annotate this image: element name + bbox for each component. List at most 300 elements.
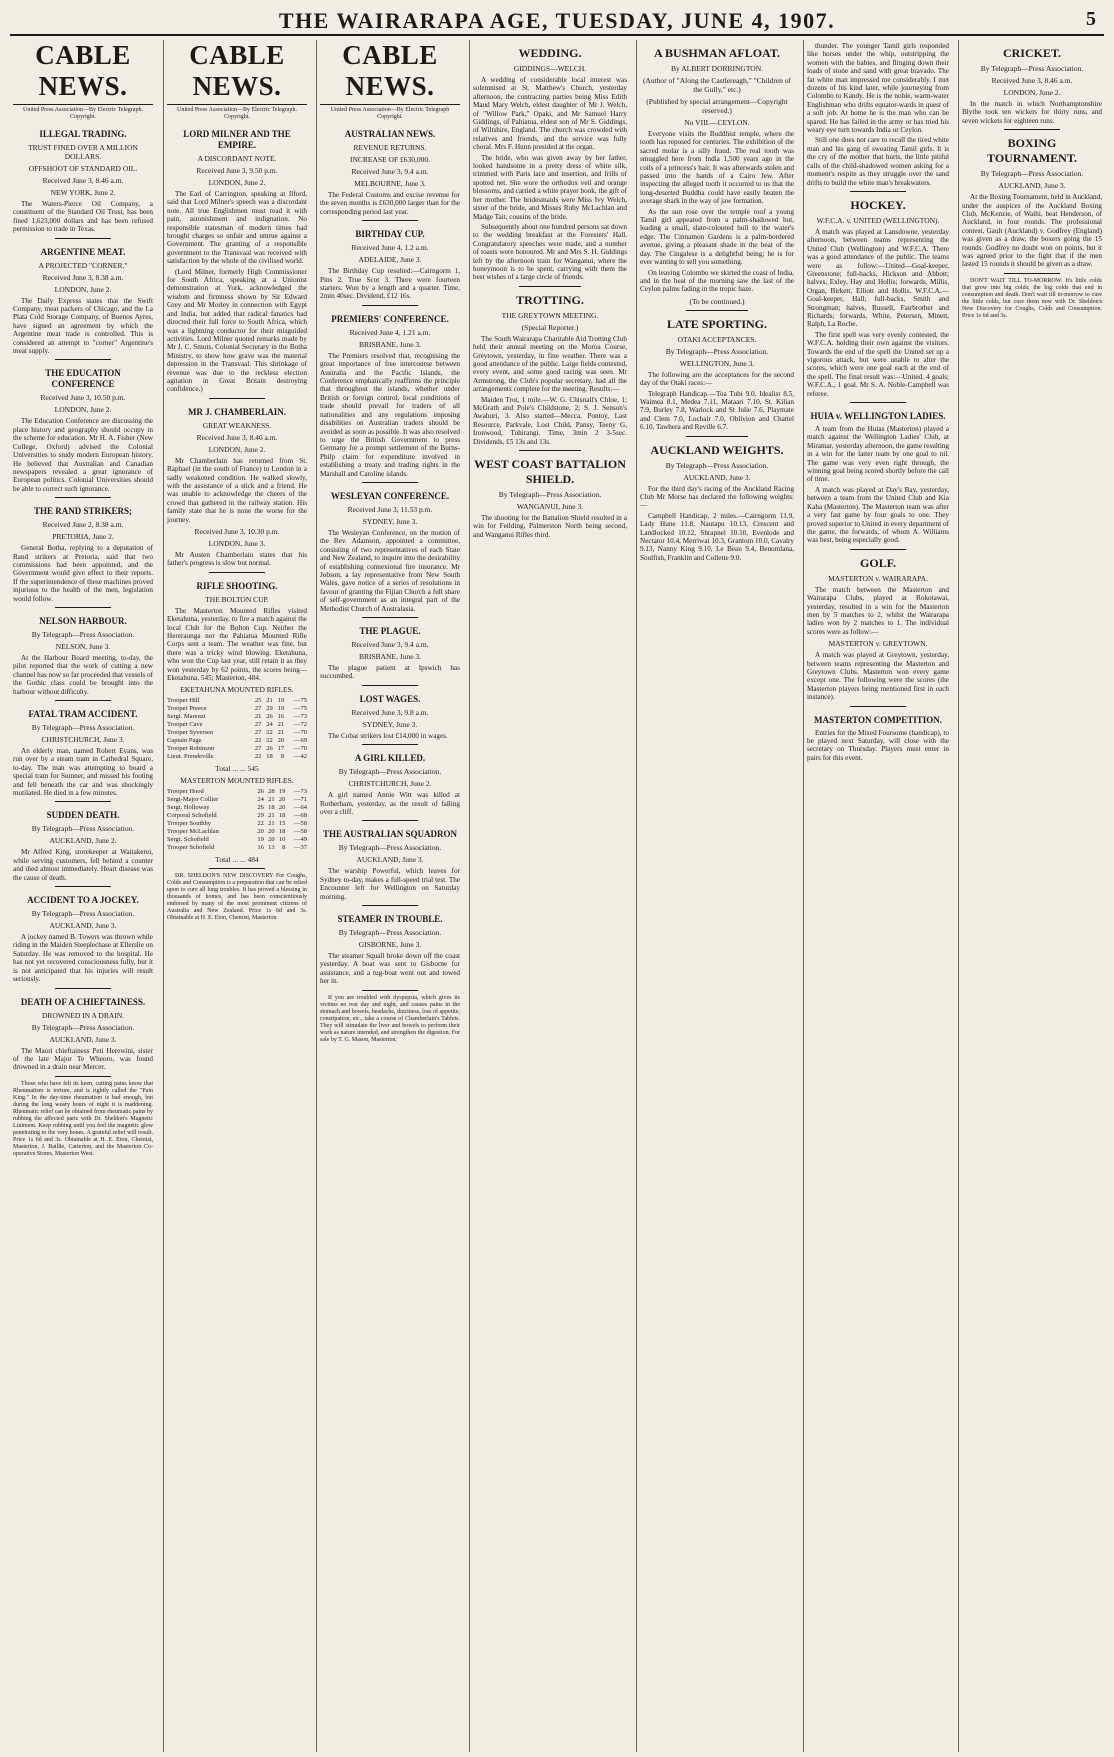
cable-news-banner: CABLE NEWS. xyxy=(13,40,153,105)
article-body: The shooting for the Battalion Shield resulted in a win for Feilding, Palmerston North being second, and Wanganui Rifles third. xyxy=(473,514,627,539)
article-subheading: OFFSHOOT OF STANDARD OIL. xyxy=(28,164,138,173)
shooter-score: 29 xyxy=(266,705,273,713)
dateline: LONDON, June 2. xyxy=(54,405,112,415)
shooter-score: 22 xyxy=(254,737,262,745)
article-heading: ARGENTINE MEAT. xyxy=(40,246,126,257)
shooter-name: Trooper Hood xyxy=(167,788,204,796)
dateline: MELBOURNE, June 3. xyxy=(354,179,426,188)
shooter-score: —70 xyxy=(294,729,307,737)
columns xyxy=(10,40,1104,1752)
divider xyxy=(686,436,748,437)
shooter-score: 13 xyxy=(268,844,275,852)
dateline: WELLINGTON, June 3. xyxy=(679,358,755,368)
column-5 xyxy=(636,40,797,1752)
article-body: Mr Chamberlain has returned from St. Raphael (in the south of France) to London in a sadly weakened condition. He walked slowly, with the assistance of a stick and a friend. He was unable to acknowledge the cheers of the crowd that gathered in the railway station. His family state that he is none the worse for the journey. xyxy=(167,456,307,524)
shooter-score: —58 xyxy=(294,820,307,828)
article-heading: CRICKET. xyxy=(1002,46,1062,60)
shooter-score: 20 xyxy=(268,828,275,836)
shooter-score: —64 xyxy=(294,804,307,812)
article-body: The following are the acceptances for the second day of the Otaki races:— xyxy=(640,370,794,388)
shooter-score: 10 xyxy=(278,836,286,844)
shooter-score: 19 xyxy=(257,836,264,844)
divider xyxy=(209,868,265,869)
score-row xyxy=(167,713,307,721)
article-subheading: THE GREYTOWN MEETING. xyxy=(501,310,599,320)
article-subheading: By Telegraph—Press Association. xyxy=(338,843,442,853)
shooter-score: 22 xyxy=(266,737,273,745)
article-body: At the Harbour Board meeting, to-day, the pilot reported that the work of cutting a new channel has now so far proceeded that vessels of the Gothic class could be brought into the harbour without difficulty. xyxy=(13,653,153,696)
divider xyxy=(686,310,748,311)
article-subheading: GIDDINGS—WELCH. xyxy=(513,64,587,73)
shooter-score: 29 xyxy=(257,812,264,820)
dateline: AUCKLAND, June 3. xyxy=(49,1034,117,1044)
article-body: thunder. The younger Tamil girls responded like horses under the whip, outstripping the women with the babies, and flinging down their loads of stone and sand with great bravado. The fat white man impressed me considerably. I met dozens of his kind later, while journeying from Colombo to Kandy. He is the noble, warm-water Englishman who drifts equator-wards in quest of a soft job. At home he is the man who can be spared. He has failed in the army or has tried his weary eye turn towards India or Ceylon. xyxy=(807,42,949,135)
article-subheading: (Author of "Along the Castlereagh," "Children of the Gully," etc.) xyxy=(642,76,792,94)
article-body: The bride, who was given away by her father, looked handsome in a pretty dress of white silk, trimmed with Paris lace and insertion, and frills of spotted net. She wore the orthodox veil and orange blossoms, and carried a white prayer book, the gift of her mother. The bridesmaids were Miss Ivy Welch, sister of the bride, and Misses Ruby McLachlan and Madge Tait, cousins of the bride. xyxy=(473,153,627,221)
shooter-name: Sergt. Schofield xyxy=(167,836,209,844)
article-subheading: A PROJECTED "CORNER." xyxy=(38,260,128,270)
article-body: The Cobar strikers lost £14,000 in wages. xyxy=(328,731,448,740)
article-subheading: By Telegraph—Press Association. xyxy=(31,629,135,639)
received-line: Received June 3, 8.46 a.m. xyxy=(42,176,124,185)
advertisement: Those who have felt its keen, cutting pains know that Rheumatism is torture, and is rightly called the "Pain King." In the day-time rheumatism is bad enough, but during the long weary hours of night it is maddening. Rheumatic relief can be obtained from rheumatic pains by rubbing the affected parts with Dr. Sheldon's Magnetic Liniment. Keep rubbing until you feel the magnetic glow penetrating to the very bones. A grateful relief will result. Price 1s 6d and 3s. Obtainable at H. E. Eton, Chemist, Masterton, J. Baillie, Carterton, and the Masterton Co-operative Stores, Masterton West. xyxy=(13,1080,153,1157)
article-subheading: W.F.C.A. v. UNITED (WELLINGTON). xyxy=(816,215,940,225)
score-row xyxy=(167,697,307,705)
continued-note: (To be continued.) xyxy=(689,296,745,306)
article-heading: A BUSHMAN AFLOAT. xyxy=(654,46,780,60)
divider xyxy=(850,191,907,192)
article-heading: A GIRL KILLED. xyxy=(354,753,426,764)
credit-line: United Press Association—By Electric Telegraph. Copyright. xyxy=(23,107,143,120)
score-row xyxy=(167,721,307,729)
shooter-name: Sergt. Marenzi xyxy=(167,713,206,721)
article-subheading: By Telegraph—Press Association. xyxy=(31,723,135,732)
dateline: AUCKLAND, June 3. xyxy=(683,472,751,482)
shooter-score: 27 xyxy=(254,729,262,737)
article-body: Everyone visits the Buddhist temple, where the tooth has reposed for centuries. The exhibition of the sacred molar is a silly fraud. The real tooth was smuggled here from India 1,500 years ago in the coils of a princess's hair. It was afterwards stolen and passed into the hands of a Cairo Jew. After inspecting the alleged tooth it occurred to us that the long-deserted Buddha could have easily beaten the average shark in the way of jaw formation. xyxy=(640,130,794,206)
article-subheading: By Telegraph—Press Association. xyxy=(980,169,1084,179)
column-3 xyxy=(316,40,463,1752)
article-subheading: By Telegraph—Press Association. xyxy=(498,490,602,500)
received-line: Received June 3, 9.8 a.m. xyxy=(351,707,429,717)
shooter-name: Trooper McLachlan xyxy=(167,828,219,836)
article-body: The first spell was very evenly contested, the W.F.C.A. holding their own against the visitors. Towards the end of the spell the United set up a vigorous attack, but were unable to alter the scores, which were one goal each at the end of the spell. The final result was:—United, 4 goals; W.F.C.A., 1 goal. Mr S. A. Noble-Campbell was referee. xyxy=(807,330,949,398)
masthead-title: THE WAIRARAPA AGE, TUESDAY, JUNE 4, 1907. xyxy=(278,8,836,33)
shooter-score: 19 xyxy=(277,705,285,713)
article-body: The Federal Customs and excise revenue for the seven months is £630,000 larger than for the corresponding period last year. xyxy=(320,191,460,216)
article-body: Subsequently about one hundred persons sat down to the wedding breakfast at the Foresters' Hall. Congratulatory speeches were made, and a number of toasts were honoured. Mr and Mrs S. H. Giddings left by the afternoon train for Wanganui, where the honeymoon is to be spent, carrying with them the best wishes of a large circle of friends. xyxy=(473,222,627,282)
article-body: A match was played at Lansdowne, yesterday afternoon, between teams representing the United Club (Wellington) and W.F.C.A. There was a good attendance of the public. The teams were as follow:—United—Goal-keeper, Greenstone; full-backs, Hickson and Abbott; halves, Exley, Hay and Hollis; forwards, Millis, Organ, Birkett, Elliott and Hollis. W.F.C.A.—Goal-keeper, Hall; full-backs, Smith and Strongman; halves, Russell, Fairbrother and Richards; forwards, White, Petersen, Minett, Ralph, La Roche. xyxy=(807,227,949,329)
article-heading: THE PLAGUE. xyxy=(359,626,421,636)
received-line: Received June 4, 1.2 a.m. xyxy=(351,243,429,253)
article-body: General Botha, replying to a deputation of Rand strikers at Pretoria, said that two commissions had been appointed, and the Government would give effect to their reports. If the superintendence of these machines proved injurious to the health of the men, legislation would follow. xyxy=(13,544,153,603)
dateline: ADELAIDE, June 3. xyxy=(358,255,422,265)
dateline: AUCKLAND, June 2. xyxy=(49,836,117,846)
article-subheading: A DISCORDANT NOTE. xyxy=(197,154,277,163)
dateline: PRETORIA, June 2. xyxy=(52,532,114,542)
score-row xyxy=(167,820,307,828)
received-line: Received June 3, 10.50 p.m. xyxy=(40,393,126,403)
score-row xyxy=(167,737,307,745)
divider xyxy=(209,572,265,573)
shooter-score: 26 xyxy=(266,713,273,721)
divider xyxy=(55,1076,111,1077)
divider xyxy=(362,305,418,306)
article-heading: GOLF. xyxy=(860,555,896,570)
shooter-score: 22 xyxy=(257,820,264,828)
article-heading: RIFLE SHOOTING. xyxy=(196,580,278,591)
shooter-score: —75 xyxy=(294,697,307,705)
shooter-score: 21 xyxy=(268,820,275,828)
shooter-score: 21 xyxy=(268,796,275,804)
shooter-name: Trooper Syversen xyxy=(167,729,214,737)
dateline: WANGANUI, June 3. xyxy=(516,502,584,512)
score-table-title: EKETAHUNA MOUNTED RIFLES. xyxy=(180,685,294,695)
article-heading: SUDDEN DEATH. xyxy=(46,810,120,821)
article-body: Mr Alfred King, storekeeper at Waitakerei, while serving customers, fell behind a counter and died almost immediately. Heart disease was the cause of death. xyxy=(13,848,153,882)
shooter-score: —72 xyxy=(294,721,307,729)
dateline: LONDON, June 2. xyxy=(208,444,266,454)
dateline: BRISBANE, June 3. xyxy=(358,652,422,661)
shooter-score: 27 xyxy=(254,745,262,753)
article-body: The Earl of Carrington, speaking at Ilford, said that Lord Milner's speech was a discordant note. All true Englishmen must read it with pain, astonishment and indignation. No responsible statesman of modern times had brought charges so unfair and untrue against a Government. The granting of a responsible government to the Transvaal was received with satisfaction by the whole of the civilised world. xyxy=(167,190,307,266)
article-body: Mr Austen Chamberlain states that his father's progress is slow but normal. xyxy=(167,551,307,568)
shooter-name: Trooper Southby xyxy=(167,820,212,828)
divider xyxy=(1004,273,1060,274)
shooter-score: 25 xyxy=(254,697,262,705)
advertisement: DR. SHELDON'S NEW DISCOVERY For Coughs, Colds and Consumption is a preparation that can be relied upon to cure all lung troubles. It has proved a blessing in thousands of homes, and has been conscientiously endorsed by many of the most prominent citizens of Australia and New Zealand. Price 1s 6d and 3s. Obtainable at H. E. Eton, Chemist, Masterton. xyxy=(167,873,307,922)
article-body: Telegraph Handicap.—Toa Tubi 9.0, Idealist 8.5, Waimea 8.1, Medea 7.11, Mataari 7.10, St. Kilian 7.9, Burley 7.8, Warlock and St Julie 7.6, Playmate and Clem 7.0, Lochair 7.0, Oblivion and Chattel 6.10, Tawhera and Reville 6.7. xyxy=(640,389,794,432)
article-body: The Maori chieftainess Peti Herewini, sister of the late Major Te Wheoro, was found drowned in a drain near Mercer. xyxy=(13,1046,153,1072)
article-body: A girl named Annie Witt was killed at Rotherham, yesterday, as the result of falling over a cliff. xyxy=(320,791,460,817)
dateline: SYDNEY, June 3. xyxy=(362,516,418,526)
shooter-name: Corporal Schofield xyxy=(167,812,217,820)
shooter-score: 15 xyxy=(278,820,286,828)
article-heading: THE AUSTRALIAN SQUADRON xyxy=(322,829,458,840)
article-heading: ACCIDENT TO A JOCKEY. xyxy=(27,895,139,906)
shooter-score: 20 xyxy=(278,796,286,804)
shooter-name: Lieut. Prendeville xyxy=(167,753,214,761)
shooter-score: —58 xyxy=(294,828,307,836)
article-body: The match between the Masterton and Wairarapa Clubs, played at Rokotawai, yesterday, resulted in a win for the Masterton men by 5 matches to 2, whilst the Wairarapa ladies won by 2 matches to 1. The individual scores were as follow:— xyxy=(807,585,949,636)
dateline: AUCKLAND, June 3. xyxy=(49,921,117,931)
score-table-title: MASTERTON MOUNTED RIFLES. xyxy=(180,776,294,786)
divider xyxy=(362,220,418,221)
article-body: The plague patient at Ipswich has succumbed. xyxy=(320,664,460,681)
shooter-score: —49 xyxy=(294,836,307,844)
shooter-score: 22 xyxy=(266,729,273,737)
credit-line: United Press Association—By Electric Telegraph Copyright. xyxy=(330,107,450,120)
article-heading: HUIA v. WELLINGTON LADIES. xyxy=(810,411,946,422)
shooter-score: —42 xyxy=(294,753,307,761)
article-subheading: No VIII.—CEYLON. xyxy=(684,118,750,127)
divider xyxy=(519,286,581,287)
shooter-score: 16 xyxy=(277,713,285,721)
article-body: Entries for the Mixed Foursome (handicap), to be played next Saturday, will close with the secretary on Thursday. Players must enter in pairs for this event. xyxy=(807,728,949,762)
credit-line: United Press Association—By Electric Telegraph. Copyright. xyxy=(177,107,297,120)
divider xyxy=(362,744,418,745)
article-subheading: By Telegraph—Press Association. xyxy=(31,1022,135,1032)
shooter-score: 26 xyxy=(266,745,273,753)
dateline: LONDON, June 2. xyxy=(208,178,266,187)
divider xyxy=(55,988,111,989)
divider xyxy=(55,497,111,498)
shooter-score: —73 xyxy=(294,788,307,796)
article-subheading: By Telegraph—Press Association. xyxy=(665,460,769,470)
shooter-score: 28 xyxy=(268,788,275,796)
shooter-score: 21 xyxy=(277,729,285,737)
article-subheading: By Telegraph—Press Association. xyxy=(338,767,442,777)
shooter-score: 24 xyxy=(266,721,273,729)
received-line: Received June 2, 8.38 a.m. xyxy=(42,520,124,530)
article-body: A match was played at Day's Bay, yesterday, between a team from the United Club and Kia Kaha (Masterton). The Masterton team was after a very fast game by four goals to one. They proved superior to United in every department of the game, the forwards, of whom A. Williams was best, being especially good. xyxy=(807,485,949,545)
shooter-name: Trooper Hill xyxy=(167,697,200,705)
article-body: On leaving Colombo we skirted the coast of India, and in the heat of the morning saw the last of the Ceylon palms fading in the tropic haze. xyxy=(640,268,794,294)
shooter-score: 18 xyxy=(266,753,273,761)
shooter-score: 19 xyxy=(278,788,286,796)
article-heading: ILLEGAL TRADING. xyxy=(39,129,127,139)
article-body: Still one does not care to recall the tired white man and his gang of sweating Tamil girls. It is the cry of the mother that hurts, the little pitiful calls of the child-shadowed women asking for a moment's respite as they struggle over the sand drifts to build the white man's breakwaters. xyxy=(807,136,949,187)
divider xyxy=(209,398,265,399)
article-body: At the Boxing Tournament, held in Auckland, under the auspices of the Auckland Boxing Club, McKenzie, of Waihi, beat Henderson, of Auckland, in four rounds. The professional contest, Gault (Auckland) v. Godfrey (England) was given as a draw, the boxers going the 15 rounds. Godfrey no doubt won on points, but it was agreed prior to the fight that if the men lasted 15 rounds it should be given as a draw. xyxy=(962,193,1102,269)
advertisement: If you are troubled with dyspepsia, which gives its victims no rest day and night, and causes pains in the stomach and bowels, headache, dizziness, loss of appetite, constipation, etc., take a course of Chamberlain's Tablets. They will stimulate the liver and bowels to perform their work as nature intended, and strengthen the digestion. For sale by T. G. Mason, Masterton. xyxy=(320,994,460,1043)
shooter-score: 18 xyxy=(278,812,286,820)
score-row xyxy=(167,796,307,804)
article-body: An elderly man, named Robert Evans, was run over by a steam tram in Cathedral Square, to-day. The man was attempting to board a special tram for Sumner, and missed his footing and fell beneath the car and was shockingly mutilated. He died in a few minutes. xyxy=(13,747,153,798)
article-subheading: By Telegraph—Press Association. xyxy=(665,346,769,356)
article-subheading: REVENUE RETURNS. xyxy=(353,143,427,152)
dateline: GISBORNE, June 3. xyxy=(358,940,422,950)
score-row xyxy=(167,828,307,836)
byline: By ALBERT DORRINGTON. xyxy=(671,64,763,73)
shooter-score: —70 xyxy=(294,745,307,753)
article-subheading: By Telegraph—Press Association. xyxy=(31,824,135,834)
shooter-score: —68 xyxy=(294,812,307,820)
received-line: Received June 3, 9.4 a.m. xyxy=(351,167,429,176)
shooter-score: 19 xyxy=(277,697,285,705)
article-body: For the third day's racing of the Auckland Racing Club Mr Morse has declared the following weights:— xyxy=(640,484,794,510)
article-heading: WESLEYAN CONFERENCE. xyxy=(330,490,450,501)
masthead xyxy=(10,6,1104,36)
article-subheading: By Telegraph—Press Association. xyxy=(980,64,1084,73)
article-heading: NELSON HARBOUR. xyxy=(39,615,127,626)
dateline: BRISBANE, June 3. xyxy=(358,339,422,349)
article-body: A jockey named B. Towers was thrown while riding in the Maiden Steeplechase at Ellerslie on Saturday. He was removed to the hospital. He has not yet recovered consciousness fully, but it is not anticipated that his injuries will result seriously. xyxy=(13,933,153,984)
dateline: NEW YORK, June 2. xyxy=(50,188,116,197)
shooter-score: 24 xyxy=(257,796,264,804)
article-body: A match was played at Greytown, yesterday, between teams representing the Masterton and Greytown Clubs. Masterton won every game except one. The following were the scores (the Masterton players being mentioned first in each instance). xyxy=(807,651,949,702)
received-line: Received June 3, 10.30 p.m. xyxy=(194,527,280,536)
shooter-score: 26 xyxy=(257,788,264,796)
column-2 xyxy=(163,40,310,1752)
article-subheading: DROWNED IN A DRAIN. xyxy=(41,1010,125,1020)
shooter-name: Captain Page xyxy=(167,737,202,745)
shooter-score: 21 xyxy=(266,697,273,705)
score-row xyxy=(167,745,307,753)
article-heading: LOST WAGES. xyxy=(359,693,421,704)
article-subheading: MASTERTON v. GREYTOWN. xyxy=(828,639,928,649)
shooter-score: —37 xyxy=(294,844,307,852)
article-heading: FATAL TRAM ACCIDENT. xyxy=(28,709,138,719)
shooter-score: 26 xyxy=(257,804,264,812)
shooter-score: 16 xyxy=(257,844,264,852)
score-row xyxy=(167,812,307,820)
score-total: Total ... ... 545 xyxy=(215,764,259,774)
score-row xyxy=(167,804,307,812)
received-line: Received June 3, 8.46 a.m. xyxy=(196,432,278,442)
divider xyxy=(850,706,907,707)
article-body: Campbell Handicap, 2 miles.—Cairngorm 11.9, Lady Hune 11.8, Nautapu 10.13, Crescent and Landlocked 10.12, Shrapnel 10.10, Evenlode and Nectator 10.4, Merriwai 10.3, Grantom 10.0, Cavalry 9.13, Nanny King 9.10, Le Beau 9.4, Benomlana, Soulfish, Franklin and Collette 9.0. xyxy=(640,511,794,562)
dateline: CHRISTCHURCH, June 3. xyxy=(41,735,125,744)
divider xyxy=(55,238,111,239)
shooter-score: 18 xyxy=(268,804,275,812)
received-line: Received June 3, 11.53 p.m. xyxy=(347,504,433,514)
divider xyxy=(1004,129,1060,130)
divider xyxy=(362,820,418,821)
article-body: As the sun rose over the temple roof a young Tamil girl appeared from a palm-shadowed hut, leading a small, slate-coloured bull to the water's edge. The Cinnamon Gardens is a palm-bordered avenue, giving a pleasant shade in the heat of the day. The Cingalese is a delightful being; he is for ever wanting to sell you something. xyxy=(640,207,794,267)
divider xyxy=(55,607,111,608)
article-subheading: GREAT WEAKNESS. xyxy=(202,420,272,430)
article-heading: MR J. CHAMBERLAIN. xyxy=(188,406,286,417)
article-heading: WEST COAST BATTALION SHIELD. xyxy=(474,457,626,487)
article-body: In the match in which Northamptonshire Blythe took ten wickets for thirty runs, and seven wickets for eighteen runs. xyxy=(962,100,1102,125)
score-total: Total ... ... 484 xyxy=(215,855,259,865)
shooter-score: 21 xyxy=(277,721,285,729)
shooter-name: Trooper Robinson xyxy=(167,745,215,753)
article-body: The Birthday Cup resulted:—Cairngorm 1, Pins 2, True Scot 3. There were fourteen starters. Won by a length and a quarter. Time, 2min 40sec. Dividend, £12 16s. xyxy=(320,267,460,301)
column-1 xyxy=(10,40,156,1752)
divider xyxy=(362,905,418,906)
shooter-score: 8 xyxy=(280,753,285,761)
score-table-masterton xyxy=(167,788,307,852)
score-row xyxy=(167,836,307,844)
article-body: The Daily Express states that the Swift Company, meat packers of Chicago, and the La Plata Cold Storage Company, of Buenos Ayres, have signed an agreement by which the Argentine meat trade is controlled. This is considered an attempt to "corner" Argentine's meat supply. xyxy=(13,296,153,356)
column-6 xyxy=(803,40,952,1752)
divider xyxy=(55,359,111,360)
article-subheading: INCREASE OF £630,000. xyxy=(349,155,430,164)
article-body: A wedding of considerable local interest was solemnised at St. Matthew's Church, yesterday afternoon, the contracting parties being Miss Edith Maud Mary Welch, eldest daughter of Mr J. Welch, of "Willow Park," Opaki, and Mr Samuel Harry Giddings, of Pahiatua, eldest son of Mr S. Giddings, of Wiltshire, England. The church was crowded with relatives and friends, and the service was fully choral. Mrs F. Hunn presided at the organ. xyxy=(473,76,627,152)
divider xyxy=(362,685,418,686)
article-body: The Premiers resolved that, recognising the great importance of free intercourse between Australia and the Pacific Islands, the Conference emphatically reaffirms the principle that throughout the islands, whether under British or foreign control, local conditions of trade should prevail for traders of all nationalities and any regulations imposing disabilities on Australian traders should be avoided as soon as possible. It was also resolved to urge the British Government to press Germany for a prompt settlement of the Burns-Philp claim for expenditure involved in establishing a treaty and trading rights in the Marshall and Caroline islands. xyxy=(320,351,460,478)
article-subheading: THE BOLTON CUP. xyxy=(205,594,269,604)
article-body: (Lord Milner, formerly High Commissioner for South Africa, speaking at a Unionist demonstration at York, acknowledged the wisdom and firmness shown by Sir Edward Grey and Mr Morley in connection with Egypt and India, but added that radical fanatics had directed their full force to South Africa, which was a lightning conductor for their misguided activities. Lord Milner quoted remarks made by Mr J. C. Smuts, Colonial Secretary in the Botha Ministry, to show how grave was the material depression in the Transvaal. This shrinkage of revenue was due to the reckless election agitation in Great Britain destroying confidence.) xyxy=(167,267,307,394)
shooter-name: Sergt-Major Collier xyxy=(167,796,219,804)
article-heading: AUCKLAND WEIGHTS. xyxy=(650,442,784,457)
divider xyxy=(362,482,418,483)
score-row xyxy=(167,705,307,713)
article-heading: WEDDING. xyxy=(518,46,582,60)
score-table-eketahuna xyxy=(167,697,307,761)
article-heading: THE EDUCATION CONFERENCE xyxy=(45,368,121,390)
received-line: Received June 3, 8.38 a.m. xyxy=(42,272,124,282)
article-heading: PREMIERS' CONFERENCE. xyxy=(331,313,449,324)
shooter-score: 18 xyxy=(278,828,286,836)
article-body: A team from the Huias (Masterton) played a match against the Wellington Ladies' Club, at Miramar, yesterday afternoon, the game resulting in a win for the latter team by one goal to nil. The game was very even right through, the winning goal being scored shortly before the call of time. xyxy=(807,425,950,484)
article-subheading: By Telegraph—Press Association. xyxy=(338,928,442,938)
column-4 xyxy=(469,40,630,1752)
shooter-score: 20 xyxy=(278,804,286,812)
shooter-score: 17 xyxy=(277,745,285,753)
article-heading: BIRTHDAY CUP. xyxy=(355,229,425,240)
shooter-score: 22 xyxy=(254,753,262,761)
article-subheading: (Special Reporter.) xyxy=(521,322,579,332)
shooter-score: 20 xyxy=(268,836,275,844)
score-row xyxy=(167,844,307,852)
article-heading: BOXING TOURNAMENT. xyxy=(987,136,1077,166)
article-subheading: MASTERTON v. WAIRARAPA. xyxy=(828,573,928,583)
article-subheading: TRUST FINED OVER A MILLION DOLLARS. xyxy=(28,143,138,161)
article-subheading: By Telegraph—Press Association. xyxy=(31,909,135,919)
dateline: CHRISTCHURCH, June 2. xyxy=(348,779,432,789)
shooter-score: 27 xyxy=(254,721,262,729)
article-heading: LORD MILNER AND THE EMPIRE. xyxy=(183,129,291,150)
divider xyxy=(850,549,907,550)
shooter-name: Trooper Cave xyxy=(167,721,203,729)
dateline: LONDON, June 2. xyxy=(54,284,112,294)
shooter-score: 20 xyxy=(277,737,285,745)
article-heading: HOCKEY. xyxy=(850,197,906,212)
article-body: The Masterton Mounted Rifles visited Eketahuna, yesterday, to fire a match against the local Club for the Bolton Cup. Neither the Hereraunga nor the Pahiatua Mounted Rifle Corps sent a team. The weather was fine, but there was a tricky wind blowing. Eketahuna, who won the Cup last year, still retain it as they won yesterday by 62 points, the scores being—Eketahuna, 545; Masterton, 484. xyxy=(167,606,307,683)
shooter-score: —73 xyxy=(294,713,307,721)
score-row xyxy=(167,753,307,761)
article-heading: TROTTING. xyxy=(516,292,584,307)
cable-news-banner: CABLE NEWS. xyxy=(320,40,460,105)
shooter-name: Trooper Schofield xyxy=(167,844,215,852)
article-body: The Education Conference are discussing the place history and geography should occupy in the scheme for education. Mr H. A. Fisher (New College, Oxford) advised the Colonial Universities to study modern European history. He believed that Australian and Canadian newspapers revealed a great ignorance of European politics. Colonial Universities should be able to correct such ignorance. xyxy=(13,417,153,493)
shooter-name: Sergt. Holloway xyxy=(167,804,210,812)
shooter-name: Trooper Preece xyxy=(167,705,207,713)
received-line: Received June 3, 9.50 p.m. xyxy=(196,166,278,175)
article-heading: DEATH OF A CHIEFTAINESS. xyxy=(20,996,146,1007)
shooter-score: 21 xyxy=(268,812,275,820)
article-heading: STEAMER IN TROUBLE. xyxy=(337,914,443,925)
article-body: The Waters-Pierce Oil Company, a constituent of the Standard Oil Trust, has been fined 1,623,000 dollars and has been refused permission to trade in Texas. xyxy=(13,200,153,234)
dateline: AUCKLAND, June 3. xyxy=(356,855,424,865)
dateline: LONDON, June 2. xyxy=(1003,88,1061,97)
divider xyxy=(55,886,111,887)
divider xyxy=(362,617,418,618)
divider xyxy=(55,700,111,701)
divider xyxy=(850,402,907,403)
article-heading: AUSTRALIAN NEWS. xyxy=(344,129,436,139)
cable-news-banner: CABLE NEWS. xyxy=(167,40,307,105)
article-body: Maiden Trot, 1 mile.—W. G. Chisnall's Chloe, 1; McGrath and Pole's Childstone, 2; S. J. Senson's Awahuri, 3. Also started—Mecca, Pontoy, Last Resource, Parkvale, Lost Child, Pansy, Teeny G, Ironwood, Tuhirangi. Time, 3min 2 3-5sec. Dividends, £5 13s and 13s. xyxy=(473,395,627,446)
shooter-score: 27 xyxy=(254,705,262,713)
article-body: The South Wairarapa Charitable Aid Trotting Club held their annual meeting on the Moroa Course, Greytown, yesterday, in fine weather. There was a good attendance of the public. Large fields contested, every event, and some good racing was seen. Mr Armstrong, the Club's popular secretary, had all the arrangements complete for the meeting. Results:— xyxy=(473,334,627,394)
article-heading: MASTERTON COMPETITION. xyxy=(813,714,943,725)
shooter-score: —75 xyxy=(294,705,307,713)
article-body: The steamer Squall broke down off the coast yesterday. A boat was sent to Gisborne for assistance, and a tug-boat went out and towed her in. xyxy=(320,952,460,986)
score-row xyxy=(167,788,307,796)
shooter-score: 21 xyxy=(254,713,262,721)
dateline: AUCKLAND, June 3. xyxy=(998,181,1066,191)
dateline: LONDON, June 3. xyxy=(208,539,266,548)
article-heading: THE RAND STRIKERS; xyxy=(33,506,133,517)
shooter-score: 8 xyxy=(282,844,286,852)
divider xyxy=(362,990,418,991)
score-row xyxy=(167,729,307,737)
dateline: NELSON, June 3. xyxy=(55,641,111,651)
dateline: SYDNEY, June 3. xyxy=(362,719,418,729)
article-subheading: (Published by special arrangement—Copyright reserved.) xyxy=(646,97,788,115)
advertisement: DON'T WAIT TILL TO-MORROW. It's little colds that grow into big colds; the big colds that end in consumption and death. Don't wait till to-morrow to cure the little colds, but cure them now with Dr. Sheldon's New Discovery for Coughs, Colds and Consumption. Price 1s 6d and 3s. xyxy=(962,277,1102,319)
article-heading: LATE SPORTING. xyxy=(666,316,768,331)
received-line: Received June 3, 8.46 a.m. xyxy=(991,76,1073,85)
received-line: Received June 4, 1.21 a.m. xyxy=(349,327,431,337)
shooter-score: 20 xyxy=(257,828,264,836)
article-body: The Wesleyan Conference, on the motion of the Rev. Adamson, appointed a committee, consisting of two representatives of each State and New Zealand, to inquire into the desirability of establishing connexional fire insurance. Mr Jobson, a lay representative from New South Wales, gave notice of a series of resolutions in favour of granting the Fijian Church a full share of self-government as an integral part of the Methodist Church of Australasia. xyxy=(320,528,460,613)
divider xyxy=(519,450,581,451)
